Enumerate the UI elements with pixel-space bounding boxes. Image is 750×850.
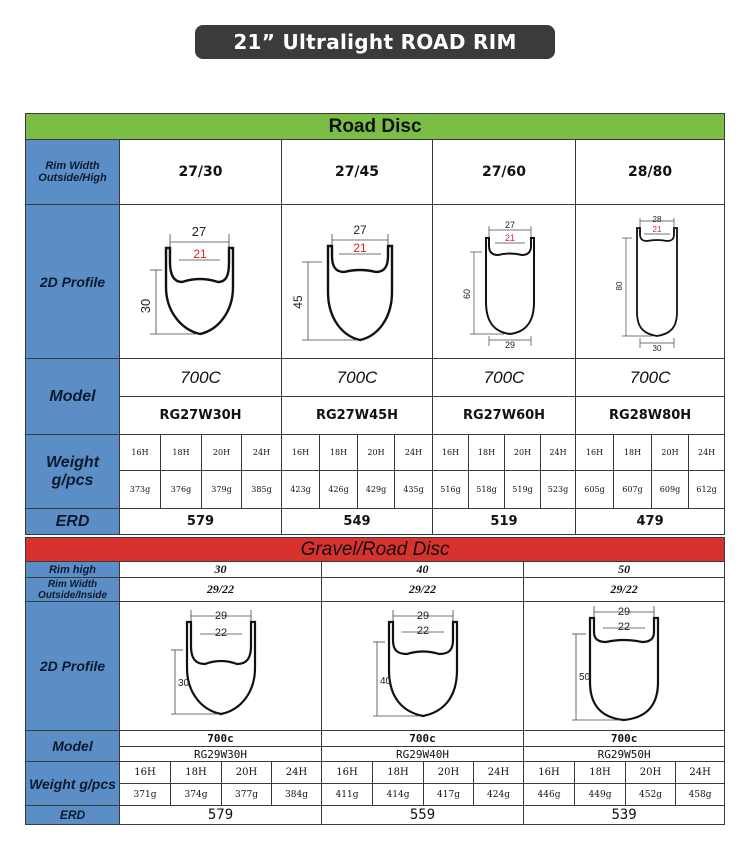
rim-width-value: 29/22 [524,578,725,602]
dim-outer: 29 [214,609,227,622]
profile-cell [120,602,322,731]
label-rim-width: Rim Width Outside/High [26,140,120,205]
profile-cell [433,205,576,359]
hole-count: 20H [424,762,474,784]
weight-value: 423g [282,471,320,509]
weight-value: 426g [320,471,358,509]
erd-value: 579 [120,509,282,535]
hole-count: 24H [395,435,433,471]
rim-profile-diagram [524,604,724,729]
dim-height: 80 [615,281,625,290]
dim-inner: 21 [353,240,367,255]
hole-count: 18H [575,762,626,784]
hole-count: 16H [322,762,373,784]
model-code: RG27W45H [282,397,433,435]
rim-type: 700C [433,359,576,397]
hole-count: 24H [474,762,524,784]
label-model: Model [26,731,120,762]
rim-type: 700C [282,359,433,397]
hole-count: 18H [469,435,505,471]
weight-value: 607g [614,471,652,509]
label-model: Model [26,359,120,435]
dim-inner: 22 [214,626,227,639]
label-rim-width: Rim Width Outside/Inside [26,578,120,602]
dim-inner: 22 [617,620,631,633]
label-2d-profile: 2D Profile [26,205,120,359]
hole-count: 24H [272,762,322,784]
dim-inner: 21 [652,224,662,234]
weight-value: 414g [373,784,424,806]
rim-width-value: 29/22 [120,578,322,602]
rim-profile-diagram [434,212,574,352]
dim-bottom: 30 [652,343,662,352]
dim-outer: 28 [652,214,662,224]
rim-type: 700c [524,731,725,747]
dim-outer: 29 [416,609,429,622]
hole-count: 16H [524,762,575,784]
weight-value: 516g [433,471,469,509]
weight-value: 458g [676,784,725,806]
label-2d-profile: 2D Profile [26,602,120,731]
label-erd: ERD [26,509,120,535]
hole-count: 18H [320,435,358,471]
page-title: 21” Ultralight ROAD RIM [195,25,555,59]
weight-value: 452g [626,784,676,806]
rim-profile-diagram [282,212,432,352]
dim-inner: 21 [192,246,207,261]
hole-count: 20H [358,435,395,471]
model-code: RG28W80H [576,397,725,435]
weight-value: 417g [424,784,474,806]
weight-value: 449g [575,784,626,806]
rim-high-value: 40 [322,562,524,578]
weight-value: 411g [322,784,373,806]
erd-value: 539 [524,806,725,825]
profile-cell [524,602,725,731]
weight-value: 609g [652,471,689,509]
rim-high-value: 30 [120,562,322,578]
dim-height: 60 [462,288,472,299]
section-title-road-disc: Road Disc [26,114,725,140]
erd-value: 559 [322,806,524,825]
dim-height: 40 [379,675,391,687]
weight-value: 384g [272,784,322,806]
model-code: RG29W40H [322,747,524,762]
weight-value: 374g [171,784,222,806]
rim-profile-diagram [121,604,321,729]
hole-count: 24H [676,762,725,784]
hole-count: 24H [689,435,725,471]
hole-count: 24H [242,435,282,471]
hole-count: 24H [541,435,576,471]
label-rim-high: Rim high [26,562,120,578]
rim-profile-diagram [580,212,720,352]
section-title-gravel: Gravel/Road Disc [26,538,725,562]
size-header: 27/60 [433,140,576,205]
weight-value: 612g [689,471,725,509]
hole-count: 18H [171,762,222,784]
erd-value: 579 [120,806,322,825]
gravel-road-disc-table [25,537,725,825]
weight-value: 385g [242,471,282,509]
weight-value: 519g [505,471,541,509]
hole-count: 20H [652,435,689,471]
model-code: RG27W60H [433,397,576,435]
label-weight: Weight g/pcs [26,435,120,509]
model-code: RG27W30H [120,397,282,435]
hole-count: 16H [120,435,161,471]
hole-count: 16H [282,435,320,471]
weight-value: 605g [576,471,614,509]
hole-count: 16H [576,435,614,471]
rim-type: 700c [322,731,524,747]
dim-outer: 27 [504,219,516,230]
hole-count: 20H [222,762,272,784]
model-code: RG29W30H [120,747,322,762]
erd-value: 519 [433,509,576,535]
weight-value: 371g [120,784,171,806]
profile-cell [576,205,725,359]
dim-bottom: 29 [504,339,516,350]
rim-high-value: 50 [524,562,725,578]
erd-value: 549 [282,509,433,535]
model-code: RG29W50H [524,747,725,762]
profile-cell [120,205,282,359]
weight-value: 377g [222,784,272,806]
hole-count: 18H [614,435,652,471]
size-header: 27/30 [120,140,282,205]
weight-value: 429g [358,471,395,509]
rim-type: 700c [120,731,322,747]
hole-count: 18H [373,762,424,784]
hole-count: 18H [161,435,202,471]
rim-type: 700C [576,359,725,397]
rim-profile-diagram [323,604,523,729]
size-header: 28/80 [576,140,725,205]
rim-width-value: 29/22 [322,578,524,602]
weight-value: 379g [202,471,242,509]
size-header: 27/45 [282,140,433,205]
weight-value: 424g [474,784,524,806]
dim-inner: 21 [504,232,516,243]
profile-cell [282,205,433,359]
road-disc-table [25,113,725,535]
weight-value: 435g [395,471,433,509]
dim-outer: 27 [191,223,206,239]
dim-inner: 22 [416,624,429,637]
rim-profile-diagram [126,212,276,352]
dim-outer: 29 [617,605,631,618]
dim-height: 50 [579,671,591,683]
hole-count: 20H [626,762,676,784]
weight-value: 523g [541,471,576,509]
label-weight: Weight g/pcs [26,762,120,806]
profile-cell [322,602,524,731]
dim-outer: 27 [353,222,367,237]
weight-value: 446g [524,784,575,806]
hole-count: 16H [120,762,171,784]
weight-value: 518g [469,471,505,509]
weight-value: 373g [120,471,161,509]
weight-value: 376g [161,471,202,509]
dim-height: 30 [137,298,153,313]
hole-count: 20H [202,435,242,471]
dim-height: 45 [291,294,305,309]
label-erd: ERD [26,806,120,825]
hole-count: 20H [505,435,541,471]
hole-count: 16H [433,435,469,471]
erd-value: 479 [576,509,725,535]
dim-height: 30 [177,677,189,689]
rim-type: 700C [120,359,282,397]
